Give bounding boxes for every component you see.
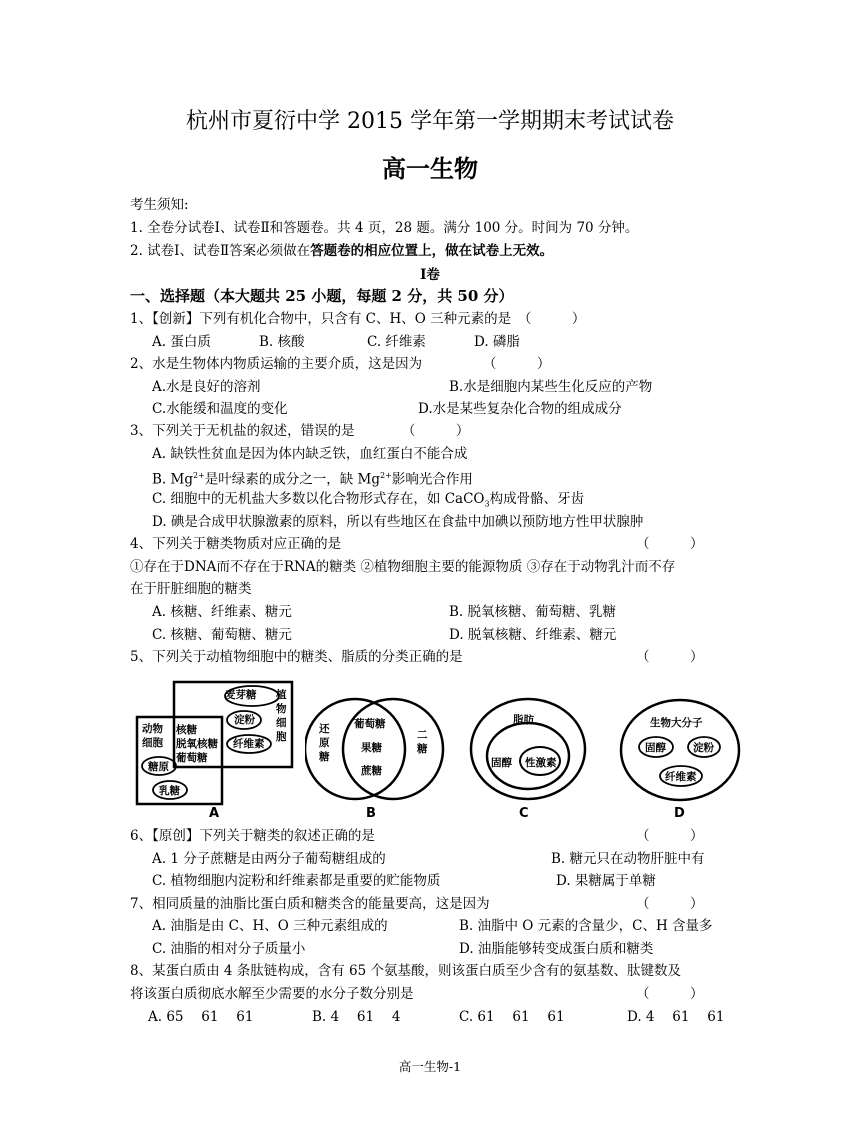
subject-title: 高一生物 [382,154,478,183]
q2-stem: 2、水是生物体内物质运输的主要介质，这是因为 （ ） [130,356,551,372]
diagram-d-starch: 淀粉 [693,742,714,754]
q3-option-a: A. 缺铁性贫血是因为体内缺乏铁，血红蛋白不能合成 [152,446,468,462]
q4-option-b: B. 脱氧核糖、葡萄糖、乳糖 [449,604,617,620]
q8-option-c: C. 61 61 61 [459,1009,565,1025]
diagram-b-glucose: 葡萄糖 [354,718,386,730]
q8-answer-paren: （ ） [636,986,704,1002]
q4-line-2: 在于肝脏细胞的糖类 [130,581,252,597]
q4-answer-paren: （ ） [636,536,704,552]
q5-answer-paren: （ ） [636,649,704,665]
q2-option-c: C.水能缓和温度的变化 [152,401,288,417]
q6-answer-paren: （ ） [636,828,704,844]
q7-option-b: B. 油脂中 O 元素的含量少，C、H 含量多 [459,918,713,934]
q4-stem: 4、下列关于糖类物质对应正确的是 [130,536,342,552]
q3-option-d: D. 碘是合成甲状腺激素的原料，所以有些地区在食盐中加碘以预防地方性甲状腺肿 [152,514,644,530]
diagram-c-sterol: 固醇 [491,757,512,769]
q8-line-2: 将该蛋白质彻底水解至少需要的水分子数分别是 [130,986,414,1002]
page-footer: 高一生物-1 [398,1059,462,1074]
diagram-b-disaccharide: 二糖 [417,729,428,755]
q4-option-c: C. 核糖、葡萄糖、糖元 [152,627,292,643]
q4-option-a: A. 核糖、纤维素、糖元 [152,604,292,620]
q8-option-b: B. 4 61 4 [312,1009,401,1025]
q8-option-a: A. 65 61 61 [148,1009,254,1025]
q7-stem: 7、相同质量的油脂比蛋白质和糖类含的能量要高，这是因为 [130,896,490,912]
diagram-a-glycogen: 糖原 [148,761,169,773]
section-heading: 一、选择题（本大题共 25 小题，每题 2 分，共 50 分） [130,287,514,305]
diagram-b-label: B [366,806,376,821]
notice-item-2: 2. 试卷Ⅰ、试卷Ⅱ答案必须做在答题卷的相应位置上，做在试卷上无效。 [130,243,554,259]
q7-option-a: A. 油脂是由 C、H、O 三种元素组成的 [152,918,388,934]
diagram-d-biomacromolecule: 生物大分子 [650,717,703,729]
q4-line-1: ①存在于DNA而不存在于RNA的糖类 ②植物细胞主要的能源物质 ③存在于动物乳汁而不存 [130,559,676,575]
diagram-c-fat: 脂肪 [513,714,534,726]
diagram-c-sex-hormone: 性激素 [525,757,557,769]
q6-stem: 6、【原创】下列关于糖类的叙述正确的是 [130,828,375,844]
diagram-a-glucose: 葡萄糖 [176,752,208,764]
diagram-a-animal-cell: 动物细胞 [142,723,163,749]
diagram-c-label: C [519,806,529,821]
diagram-a-deoxyribose: 脱氧核糖 [176,738,218,750]
q7-option-d: D. 油脂能够转变成蛋白质和糖类 [459,941,654,957]
diagram-b-reducing-sugar: 还原糖 [319,723,330,763]
q1-option-a: A. 蛋白质 [152,334,211,350]
diagram-a-plant-cell: 植物细胞 [276,689,287,743]
diagram-a-cellulose: 纤维素 [233,738,265,750]
q6-option-a: A. 1 分子蔗糖是由两分子葡萄糖组成的 [152,851,386,867]
q8-line-1: 8、某蛋白质由 4 条肽链构成，含有 65 个氨基酸，则该蛋白质至少含有的氨基数、肽键数及 [130,963,682,979]
exam-title: 杭州市夏衍中学 2015 学年第一学期期末考试试卷 [186,109,674,134]
diagram-a-label: A [209,806,220,821]
diagram-b-sucrose: 蔗糖 [361,765,382,777]
diagram-d-cellulose: 纤维素 [665,771,697,783]
q8-option-d: D. 4 61 61 [627,1009,725,1025]
q7-answer-paren: （ ） [636,896,704,912]
notice-heading: 考生须知: [130,197,189,213]
q3-stem: 3、下列关于无机盐的叙述，错误的是 （ ） [130,423,470,439]
q7-option-c: C. 油脂的相对分子质量小 [152,941,306,957]
q5-stem: 5、下列关于动植物细胞中的糖类、脂质的分类正确的是 [130,649,463,665]
diagram-a-lactose: 乳糖 [159,785,180,797]
diagram-a-starch: 淀粉 [234,714,255,726]
diagram-d-venn [618,697,742,803]
diagram-d-sterol: 固醇 [645,742,666,754]
q3-option-c: C. 细胞中的无机盐大多数以化合物形式存在，如 CaCO$_3$构成骨骼、牙齿 [152,491,585,509]
q1-option-d: D. 磷脂 [474,334,520,350]
part-label: Ⅰ卷 [420,267,440,283]
q2-option-b: B.水是细胞内某些生化反应的产物 [449,379,653,395]
q1-option-b: B. 核酸 [259,334,305,350]
q6-option-c: C. 植物细胞内淀粉和纤维素都是重要的贮能物质 [152,873,441,889]
q6-option-b: B. 糖元只在动物肝脏中有 [551,851,705,867]
diagram-a-ribose: 核糖 [176,724,197,736]
q1-stem: 1、【创新】下列有机化合物中，只含有 C、H、O 三种元素的是 （ ） [130,311,586,327]
q2-option-a: A.水是良好的溶剂 [152,379,261,395]
diagram-a-maltose: 麦芽糖 [225,689,257,701]
diagram-d-label: D [674,806,685,821]
q2-option-d: D.水是某些复杂化合物的组成成分 [418,401,622,417]
q1-option-c: C. 纤维素 [367,334,426,350]
diagram-b-fructose: 果糖 [361,742,382,754]
notice-item-1: 1. 全卷分试卷Ⅰ、试卷Ⅱ和答题卷。共 4 页，28 题。满分 100 分。时间为 70 分钟。 [130,220,639,236]
q6-option-d: D. 果糖属于单糖 [556,873,656,889]
q3-option-b: B. $Mg^{2+}$是叶绿素的成分之一，缺 $Mg^{2+}$影响光合作用 [152,471,473,488]
q4-option-d: D. 脱氧核糖、纤维素、糖元 [449,627,617,643]
